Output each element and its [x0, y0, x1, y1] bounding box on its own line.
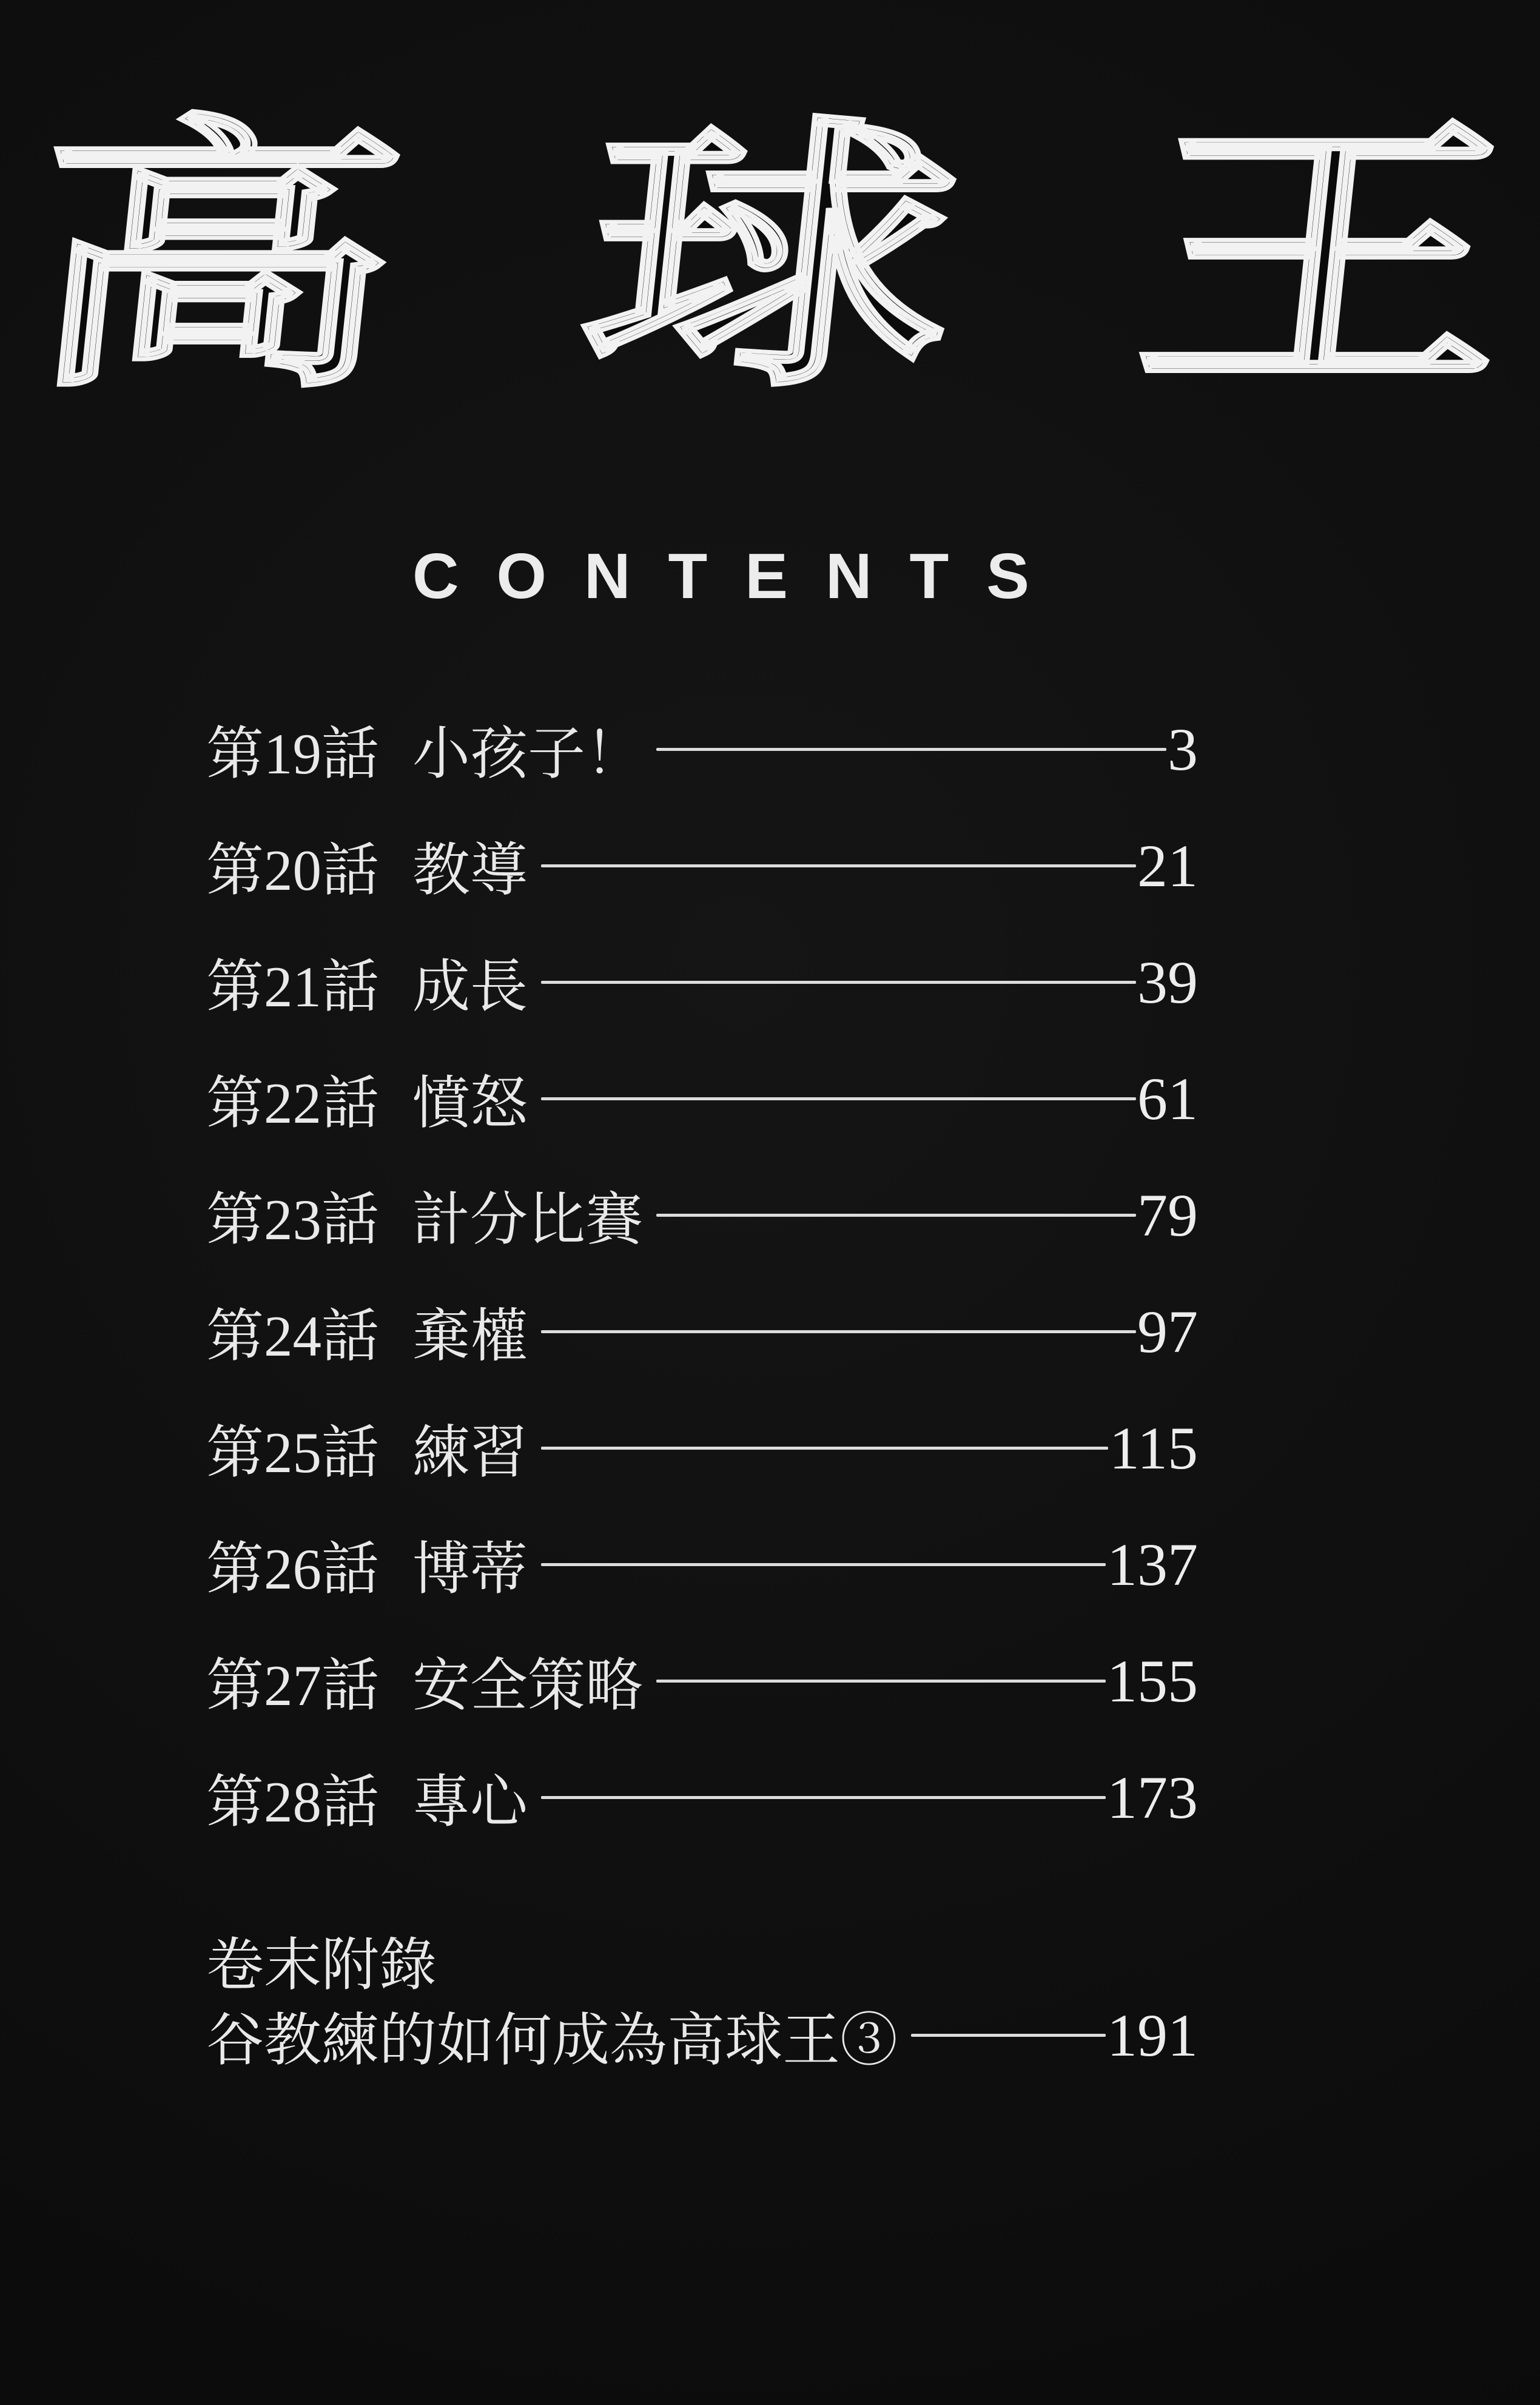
chapter-title: 計分比賽 — [412, 1188, 644, 1252]
toc-row — [206, 1408, 1198, 1487]
leader-line — [541, 981, 1136, 984]
toc-list — [206, 710, 1198, 1837]
chapter-number: 第27話 — [206, 1653, 380, 1718]
chapter-number: 第23話 — [206, 1188, 380, 1252]
contents-heading: CONTENTS — [412, 540, 1067, 612]
toc-row — [206, 1758, 1198, 1837]
chapter-title: 教導 — [412, 838, 528, 903]
chapter-number: 第21話 — [206, 955, 380, 1019]
leader-line — [656, 1680, 1106, 1683]
logo-char-1: 高 — [15, 93, 415, 425]
series-logo — [0, 93, 1540, 425]
chapter-title: 博蒂 — [412, 1537, 528, 1601]
toc-row — [206, 710, 1198, 789]
page-number: 191 — [1107, 2002, 1198, 2069]
chapter-title: 憤怒 — [412, 1071, 528, 1135]
leader-line — [541, 1563, 1106, 1566]
appendix-section — [206, 1931, 1198, 2073]
toc-row — [206, 943, 1198, 1021]
page-number: 3 — [1168, 715, 1198, 783]
chapter-number: 第19話 — [206, 722, 380, 786]
leader-line — [911, 2034, 1106, 2037]
chapter-number: 第20話 — [206, 838, 380, 903]
chapter-number: 第22話 — [206, 1071, 380, 1135]
page-number: 39 — [1137, 948, 1198, 1016]
page-number: 79 — [1137, 1181, 1198, 1249]
page-number: 115 — [1109, 1414, 1198, 1482]
appendix-label: 卷末附錄 — [206, 1933, 437, 1997]
leader-line — [541, 1447, 1108, 1450]
page-number: 61 — [1137, 1065, 1198, 1132]
chapter-title: 專心 — [412, 1770, 528, 1834]
toc-row — [206, 1292, 1198, 1371]
toc-row — [206, 826, 1198, 905]
leader-line — [541, 864, 1136, 867]
leader-line — [656, 748, 1166, 751]
toc-row — [206, 1641, 1198, 1720]
chapter-number: 第24話 — [206, 1304, 380, 1368]
leader-line — [541, 1796, 1106, 1799]
logo-char-2: 球 — [570, 93, 970, 425]
appendix-row — [206, 2000, 1198, 2073]
chapter-number: 第26話 — [206, 1537, 380, 1601]
page-number: 173 — [1107, 1763, 1198, 1831]
chapter-number: 第25話 — [206, 1421, 380, 1485]
toc-row — [206, 1176, 1198, 1254]
chapter-title: 棄權 — [412, 1304, 528, 1368]
page-number: 137 — [1107, 1530, 1198, 1598]
appendix-title: 谷教練的如何成為高球王③ — [206, 2008, 898, 2073]
leader-line — [541, 1330, 1136, 1333]
leader-line — [656, 1214, 1136, 1217]
logo-char-3: 王 — [1125, 93, 1525, 425]
toc-row — [206, 1059, 1198, 1138]
chapter-number: 第28話 — [206, 1770, 380, 1834]
toc-row — [206, 1525, 1198, 1604]
page-number: 21 — [1137, 832, 1198, 900]
page-number: 155 — [1107, 1647, 1198, 1715]
chapter-title: 小孩子！ — [412, 722, 644, 786]
leader-line — [541, 1097, 1136, 1100]
chapter-title: 安全策略 — [412, 1653, 644, 1718]
page-number: 97 — [1137, 1297, 1198, 1365]
chapter-title: 成長 — [412, 955, 528, 1019]
chapter-title: 練習 — [412, 1421, 528, 1485]
